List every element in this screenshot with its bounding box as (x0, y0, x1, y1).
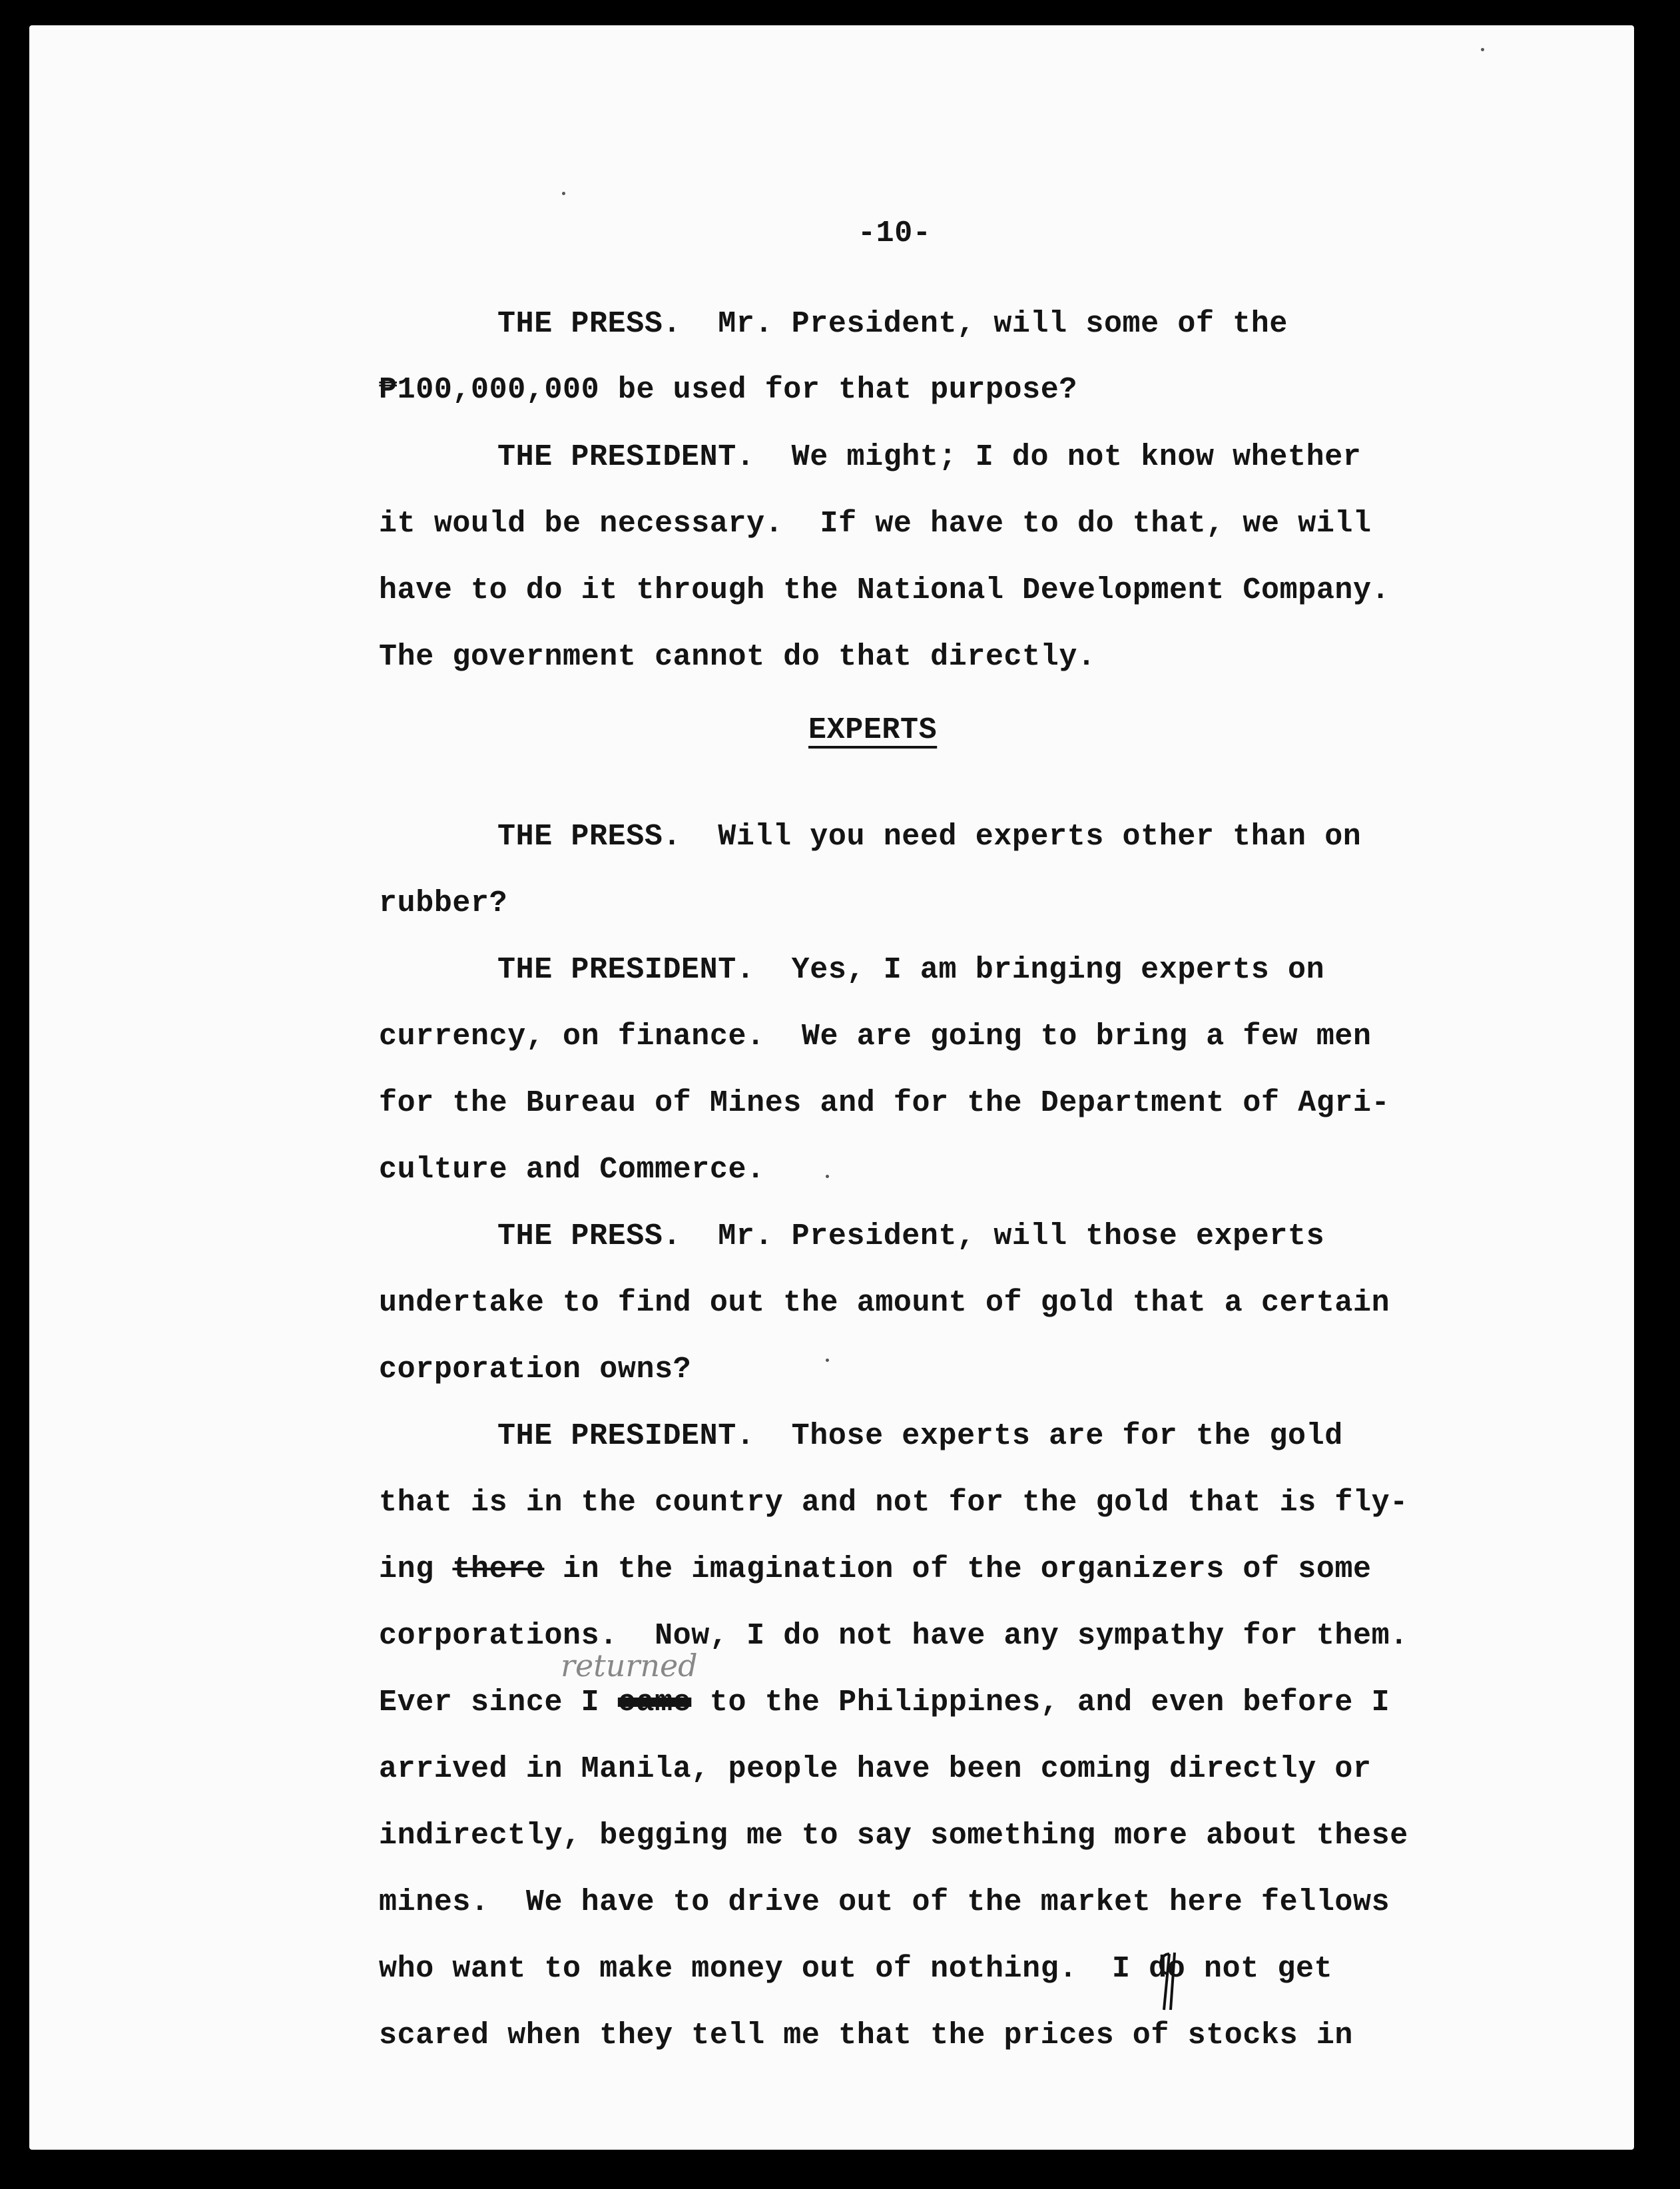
text-line: mines. We have to drive out of the market here fellows (379, 1885, 1390, 1919)
text-segment: Ever since I (379, 1686, 618, 1720)
text-line: corporation owns? (379, 1353, 692, 1387)
text-line: indirectly, begging me to say something more about these (379, 1819, 1408, 1853)
text-segment: ing (379, 1552, 453, 1586)
paragraph-mark-icon (1155, 1949, 1181, 2013)
text-line: THE PRESS. Will you need experts other than on (497, 820, 1362, 854)
text-line: THE PRESS. Mr. President, will those experts (497, 1219, 1325, 1253)
paper-speck (562, 192, 565, 195)
text-line (379, 1954, 1332, 1984)
text-line: for the Bureau of Mines and for the Department of Agri- (379, 1086, 1390, 1120)
text-line: it would be necessary. If we have to do that, we will (379, 507, 1372, 541)
text-line: arrived in Manila, people have been coming directly or (379, 1752, 1372, 1786)
text-line: rubber? (379, 886, 508, 920)
text-segment: to the Philippines, and even before I (691, 1686, 1390, 1720)
text-line: THE PRESIDENT. Those experts are for the gold (497, 1419, 1343, 1453)
text-line: THE PRESS. Mr. President, will some of the (497, 307, 1288, 341)
text-line: currency, on finance. We are going to bring a few men (379, 1020, 1372, 1054)
text-segment: in the imagination of the organizers of some (544, 1552, 1372, 1586)
paper-speck (826, 1359, 829, 1362)
text-segment: who want to make money out of nothing. (379, 1952, 1077, 1986)
document-page (29, 25, 1634, 2150)
struck-word: came (617, 1686, 692, 1720)
text-line: culture and Commerce. (379, 1153, 765, 1187)
text-line: scared when they tell me that the prices of stocks in (379, 2019, 1354, 2052)
paper-speck (1481, 48, 1484, 51)
section-heading: EXPERTS (808, 713, 938, 747)
text-line: ₱100,000,000 be used for that purpose? (379, 373, 1077, 407)
struck-word: there (452, 1552, 545, 1586)
paper-speck (826, 1175, 829, 1178)
text-line: have to do it through the National Development Company. (379, 573, 1390, 607)
text-line: undertake to find out the amount of gold that a certain (379, 1286, 1390, 1320)
text-line: THE PRESIDENT. Yes, I am bringing experts on (497, 953, 1325, 987)
text-line: corporations. Now, I do not have any sympathy for them. (379, 1619, 1408, 1653)
text-line: that is in the country and not for the gold that is fly- (379, 1486, 1408, 1520)
typed-text (29, 25, 1634, 2150)
text-line: The government cannot do that directly. (379, 640, 1096, 674)
text-line (379, 1688, 1390, 1718)
handwritten-insertion: returned (561, 1648, 698, 1684)
text-line: THE PRESIDENT. We might; I do not know whether (497, 440, 1362, 474)
text-segment: I do not get (1111, 1952, 1333, 1986)
text-line (379, 1554, 1372, 1584)
page-number: -10- (858, 216, 932, 250)
